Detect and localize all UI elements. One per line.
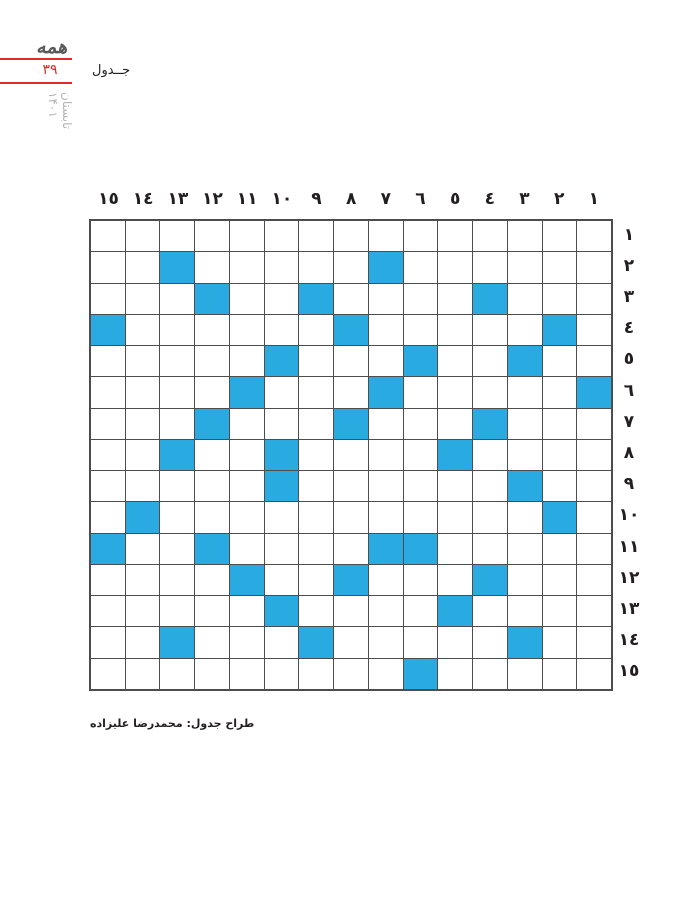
answer-cell[interactable] (473, 377, 507, 407)
blocked-cell (195, 409, 229, 439)
answer-cell[interactable] (438, 627, 472, 657)
answer-cell[interactable] (91, 377, 125, 407)
answer-cell[interactable] (91, 409, 125, 439)
answer-cell[interactable] (508, 596, 542, 626)
column-label: ۱٥ (98, 189, 119, 209)
answer-cell[interactable] (473, 315, 507, 345)
answer-cell[interactable] (404, 440, 438, 470)
row-label: ٦ (623, 380, 635, 401)
blocked-cell (508, 627, 542, 657)
answer-cell[interactable] (508, 502, 542, 532)
answer-cell[interactable] (91, 627, 125, 657)
answer-cell[interactable] (369, 284, 403, 314)
answer-cell[interactable] (473, 659, 507, 689)
answer-cell[interactable] (543, 659, 577, 689)
answer-cell[interactable] (543, 440, 577, 470)
answer-cell[interactable] (438, 284, 472, 314)
answer-cell[interactable] (369, 596, 403, 626)
answer-cell[interactable] (160, 284, 194, 314)
answer-cell[interactable] (299, 471, 333, 501)
answer-cell[interactable] (543, 627, 577, 657)
blocked-cell (369, 377, 403, 407)
answer-cell[interactable] (126, 471, 160, 501)
answer-cell[interactable] (577, 471, 611, 501)
answer-cell[interactable] (577, 221, 611, 251)
answer-cell[interactable] (126, 440, 160, 470)
row-label: ۱ (623, 224, 635, 245)
answer-cell[interactable] (195, 471, 229, 501)
answer-cell[interactable] (473, 596, 507, 626)
answer-cell[interactable] (334, 284, 368, 314)
answer-cell[interactable] (299, 440, 333, 470)
answer-cell[interactable] (299, 565, 333, 595)
blocked-cell (265, 596, 299, 626)
blocked-cell (404, 534, 438, 564)
answer-cell[interactable] (369, 502, 403, 532)
answer-cell[interactable] (438, 502, 472, 532)
answer-cell[interactable] (299, 534, 333, 564)
answer-cell[interactable] (577, 502, 611, 532)
blocked-cell (230, 565, 264, 595)
answer-cell[interactable] (369, 346, 403, 376)
answer-cell[interactable] (508, 377, 542, 407)
answer-cell[interactable] (91, 346, 125, 376)
answer-cell[interactable] (543, 565, 577, 595)
answer-cell[interactable] (91, 471, 125, 501)
answer-cell[interactable] (230, 440, 264, 470)
blocked-cell (195, 284, 229, 314)
column-label: ٥ (449, 189, 461, 209)
crossword-grid (89, 219, 613, 691)
blocked-cell (334, 315, 368, 345)
answer-cell[interactable] (126, 596, 160, 626)
answer-cell[interactable] (91, 252, 125, 282)
answer-cell[interactable] (91, 659, 125, 689)
answer-cell[interactable] (577, 315, 611, 345)
answer-cell[interactable] (299, 346, 333, 376)
column-label: ۸ (345, 189, 357, 209)
blocked-cell (543, 315, 577, 345)
row-label: ۷ (623, 411, 635, 432)
blocked-cell (508, 471, 542, 501)
row-label: ۱٤ (618, 630, 640, 651)
answer-cell[interactable] (334, 534, 368, 564)
column-label: ۷ (380, 189, 392, 209)
answer-cell[interactable] (369, 315, 403, 345)
blocked-cell (126, 502, 160, 532)
column-label: ۱۰ (271, 189, 293, 209)
answer-cell[interactable] (369, 565, 403, 595)
row-label: ٤ (623, 318, 635, 339)
answer-cell[interactable] (265, 409, 299, 439)
answer-cell[interactable] (438, 346, 472, 376)
answer-cell[interactable] (543, 471, 577, 501)
answer-cell[interactable] (195, 565, 229, 595)
answer-cell[interactable] (404, 315, 438, 345)
blocked-cell (334, 409, 368, 439)
answer-cell[interactable] (404, 596, 438, 626)
answer-cell[interactable] (126, 627, 160, 657)
answer-cell[interactable] (160, 471, 194, 501)
answer-cell[interactable] (195, 315, 229, 345)
answer-cell[interactable] (91, 221, 125, 251)
answer-cell[interactable] (577, 440, 611, 470)
answer-cell[interactable] (577, 596, 611, 626)
row-label: ۱۲ (618, 567, 640, 588)
answer-cell[interactable] (265, 284, 299, 314)
answer-cell[interactable] (265, 659, 299, 689)
column-label: ۱ (588, 189, 600, 209)
blocked-cell (334, 565, 368, 595)
answer-cell[interactable] (438, 534, 472, 564)
answer-cell[interactable] (334, 440, 368, 470)
row-label: ۱۱ (618, 536, 640, 557)
answer-cell[interactable] (126, 284, 160, 314)
blocked-cell (160, 627, 194, 657)
answer-cell[interactable] (160, 315, 194, 345)
row-label: ۱۳ (618, 599, 640, 619)
answer-cell[interactable] (369, 440, 403, 470)
answer-cell[interactable] (299, 315, 333, 345)
answer-cell[interactable] (369, 627, 403, 657)
column-label: ۲ (553, 189, 565, 209)
answer-cell[interactable] (265, 534, 299, 564)
answer-cell[interactable] (91, 565, 125, 595)
answer-cell[interactable] (543, 409, 577, 439)
answer-cell[interactable] (577, 409, 611, 439)
answer-cell[interactable] (91, 502, 125, 532)
answer-cell[interactable] (334, 659, 368, 689)
header-rule-bottom (0, 82, 72, 84)
blocked-cell (543, 502, 577, 532)
blocked-cell (404, 346, 438, 376)
answer-cell[interactable] (404, 221, 438, 251)
answer-cell[interactable] (195, 221, 229, 251)
answer-cell[interactable] (577, 565, 611, 595)
answer-cell[interactable] (473, 252, 507, 282)
answer-cell[interactable] (230, 221, 264, 251)
answer-cell[interactable] (369, 221, 403, 251)
answer-cell[interactable] (126, 252, 160, 282)
answer-cell[interactable] (404, 377, 438, 407)
answer-cell[interactable] (195, 627, 229, 657)
blocked-cell (438, 440, 472, 470)
row-label: ۳ (623, 287, 635, 307)
column-label: ۱۱ (236, 189, 258, 209)
answer-cell[interactable] (299, 409, 333, 439)
answer-cell[interactable] (543, 377, 577, 407)
answer-cell[interactable] (473, 346, 507, 376)
answer-cell[interactable] (473, 471, 507, 501)
answer-cell[interactable] (438, 315, 472, 345)
answer-cell[interactable] (230, 627, 264, 657)
answer-cell[interactable] (334, 346, 368, 376)
answer-cell[interactable] (126, 315, 160, 345)
answer-cell[interactable] (299, 659, 333, 689)
blocked-cell (404, 659, 438, 689)
blocked-cell (438, 596, 472, 626)
answer-cell[interactable] (230, 252, 264, 282)
blocked-cell (265, 346, 299, 376)
blocked-cell (473, 284, 507, 314)
answer-cell[interactable] (265, 252, 299, 282)
answer-cell[interactable] (230, 409, 264, 439)
blocked-cell (299, 627, 333, 657)
answer-cell[interactable] (160, 346, 194, 376)
answer-cell[interactable] (508, 659, 542, 689)
answer-cell[interactable] (126, 659, 160, 689)
row-labels (614, 219, 654, 691)
answer-cell[interactable] (577, 659, 611, 689)
blocked-cell (369, 252, 403, 282)
answer-cell[interactable] (195, 252, 229, 282)
answer-cell[interactable] (230, 534, 264, 564)
answer-cell[interactable] (438, 252, 472, 282)
blocked-cell (577, 377, 611, 407)
blocked-cell (195, 534, 229, 564)
answer-cell[interactable] (160, 596, 194, 626)
row-label: ۸ (623, 443, 635, 463)
answer-cell[interactable] (195, 596, 229, 626)
answer-cell[interactable] (334, 377, 368, 407)
answer-cell[interactable] (438, 565, 472, 595)
answer-cell[interactable] (230, 315, 264, 345)
row-label: ۱۰ (618, 505, 640, 526)
answer-cell[interactable] (404, 409, 438, 439)
answer-cell[interactable] (91, 284, 125, 314)
blocked-cell (473, 409, 507, 439)
answer-cell[interactable] (299, 221, 333, 251)
answer-cell[interactable] (577, 627, 611, 657)
answer-cell[interactable] (404, 252, 438, 282)
answer-cell[interactable] (265, 377, 299, 407)
answer-cell[interactable] (508, 409, 542, 439)
blocked-cell (265, 440, 299, 470)
blocked-cell (160, 440, 194, 470)
answer-cell[interactable] (265, 221, 299, 251)
answer-cell[interactable] (230, 471, 264, 501)
answer-cell[interactable] (404, 627, 438, 657)
row-label: ۱٥ (618, 661, 640, 682)
answer-cell[interactable] (473, 502, 507, 532)
answer-cell[interactable] (334, 471, 368, 501)
answer-cell[interactable] (508, 440, 542, 470)
answer-cell[interactable] (334, 221, 368, 251)
column-label: ٦ (415, 189, 426, 209)
answer-cell[interactable] (438, 659, 472, 689)
answer-cell[interactable] (126, 346, 160, 376)
blocked-cell (91, 315, 125, 345)
answer-cell[interactable] (195, 346, 229, 376)
answer-cell[interactable] (299, 252, 333, 282)
answer-cell[interactable] (160, 377, 194, 407)
answer-cell[interactable] (126, 221, 160, 251)
issue-season: تابستان ۱۴۰۱ (46, 92, 74, 130)
answer-cell[interactable] (543, 534, 577, 564)
answer-cell[interactable] (334, 252, 368, 282)
row-label: ۹ (623, 474, 635, 495)
answer-cell[interactable] (230, 346, 264, 376)
answer-cell[interactable] (126, 565, 160, 595)
answer-cell[interactable] (438, 409, 472, 439)
answer-cell[interactable] (265, 502, 299, 532)
answer-cell[interactable] (126, 377, 160, 407)
answer-cell[interactable] (265, 315, 299, 345)
column-label: ۹ (311, 189, 322, 209)
blocked-cell (369, 534, 403, 564)
section-title: جــدول (92, 63, 131, 78)
answer-cell[interactable] (508, 565, 542, 595)
answer-cell[interactable] (265, 627, 299, 657)
answer-cell[interactable] (369, 471, 403, 501)
answer-cell[interactable] (230, 596, 264, 626)
answer-cell[interactable] (543, 596, 577, 626)
answer-cell[interactable] (195, 659, 229, 689)
answer-cell[interactable] (160, 502, 194, 532)
answer-cell[interactable] (404, 471, 438, 501)
page-number: ۳۹ (42, 62, 58, 78)
answer-cell[interactable] (265, 565, 299, 595)
answer-cell[interactable] (577, 346, 611, 376)
answer-cell[interactable] (438, 471, 472, 501)
answer-cell[interactable] (334, 596, 368, 626)
answer-cell[interactable] (230, 284, 264, 314)
answer-cell[interactable] (543, 252, 577, 282)
column-label: ٤ (484, 189, 496, 209)
answer-cell[interactable] (334, 627, 368, 657)
answer-cell[interactable] (404, 284, 438, 314)
column-label: ۱۲ (202, 189, 223, 209)
answer-cell[interactable] (369, 409, 403, 439)
row-label: ٥ (623, 349, 635, 370)
answer-cell[interactable] (543, 346, 577, 376)
answer-cell[interactable] (230, 659, 264, 689)
designer-credit: طراح جدول: محمدرضا علیزاده (90, 717, 255, 730)
answer-cell[interactable] (91, 440, 125, 470)
answer-cell[interactable] (195, 377, 229, 407)
answer-cell[interactable] (299, 377, 333, 407)
blocked-cell (230, 377, 264, 407)
answer-cell[interactable] (195, 502, 229, 532)
column-labels (89, 189, 613, 215)
column-label: ۳ (519, 189, 530, 209)
answer-cell[interactable] (438, 221, 472, 251)
answer-cell[interactable] (577, 252, 611, 282)
answer-cell[interactable] (160, 221, 194, 251)
answer-cell[interactable] (473, 534, 507, 564)
answer-cell[interactable] (126, 409, 160, 439)
answer-cell[interactable] (473, 627, 507, 657)
answer-cell[interactable] (230, 502, 264, 532)
answer-cell[interactable] (91, 596, 125, 626)
answer-cell[interactable] (299, 502, 333, 532)
answer-cell[interactable] (473, 440, 507, 470)
answer-cell[interactable] (195, 440, 229, 470)
answer-cell[interactable] (508, 534, 542, 564)
answer-cell[interactable] (508, 315, 542, 345)
answer-cell[interactable] (543, 221, 577, 251)
answer-cell[interactable] (404, 502, 438, 532)
answer-cell[interactable] (160, 659, 194, 689)
magazine-logo: همه (36, 36, 68, 58)
blocked-cell (265, 471, 299, 501)
blocked-cell (91, 534, 125, 564)
blocked-cell (508, 346, 542, 376)
answer-cell[interactable] (508, 221, 542, 251)
answer-cell[interactable] (438, 377, 472, 407)
answer-cell[interactable] (160, 534, 194, 564)
answer-cell[interactable] (577, 284, 611, 314)
answer-cell[interactable] (160, 565, 194, 595)
answer-cell[interactable] (543, 284, 577, 314)
answer-cell[interactable] (369, 659, 403, 689)
answer-cell[interactable] (404, 565, 438, 595)
blocked-cell (160, 252, 194, 282)
row-label: ۲ (623, 255, 635, 276)
answer-cell[interactable] (508, 252, 542, 282)
blocked-cell (473, 565, 507, 595)
answer-cell[interactable] (334, 502, 368, 532)
column-label: ۱٤ (132, 189, 154, 209)
answer-cell[interactable] (160, 409, 194, 439)
header-rule-top (0, 58, 72, 60)
answer-cell[interactable] (577, 534, 611, 564)
blocked-cell (299, 284, 333, 314)
answer-cell[interactable] (126, 534, 160, 564)
answer-cell[interactable] (508, 284, 542, 314)
column-label: ۱۳ (167, 189, 189, 209)
answer-cell[interactable] (299, 596, 333, 626)
answer-cell[interactable] (473, 221, 507, 251)
